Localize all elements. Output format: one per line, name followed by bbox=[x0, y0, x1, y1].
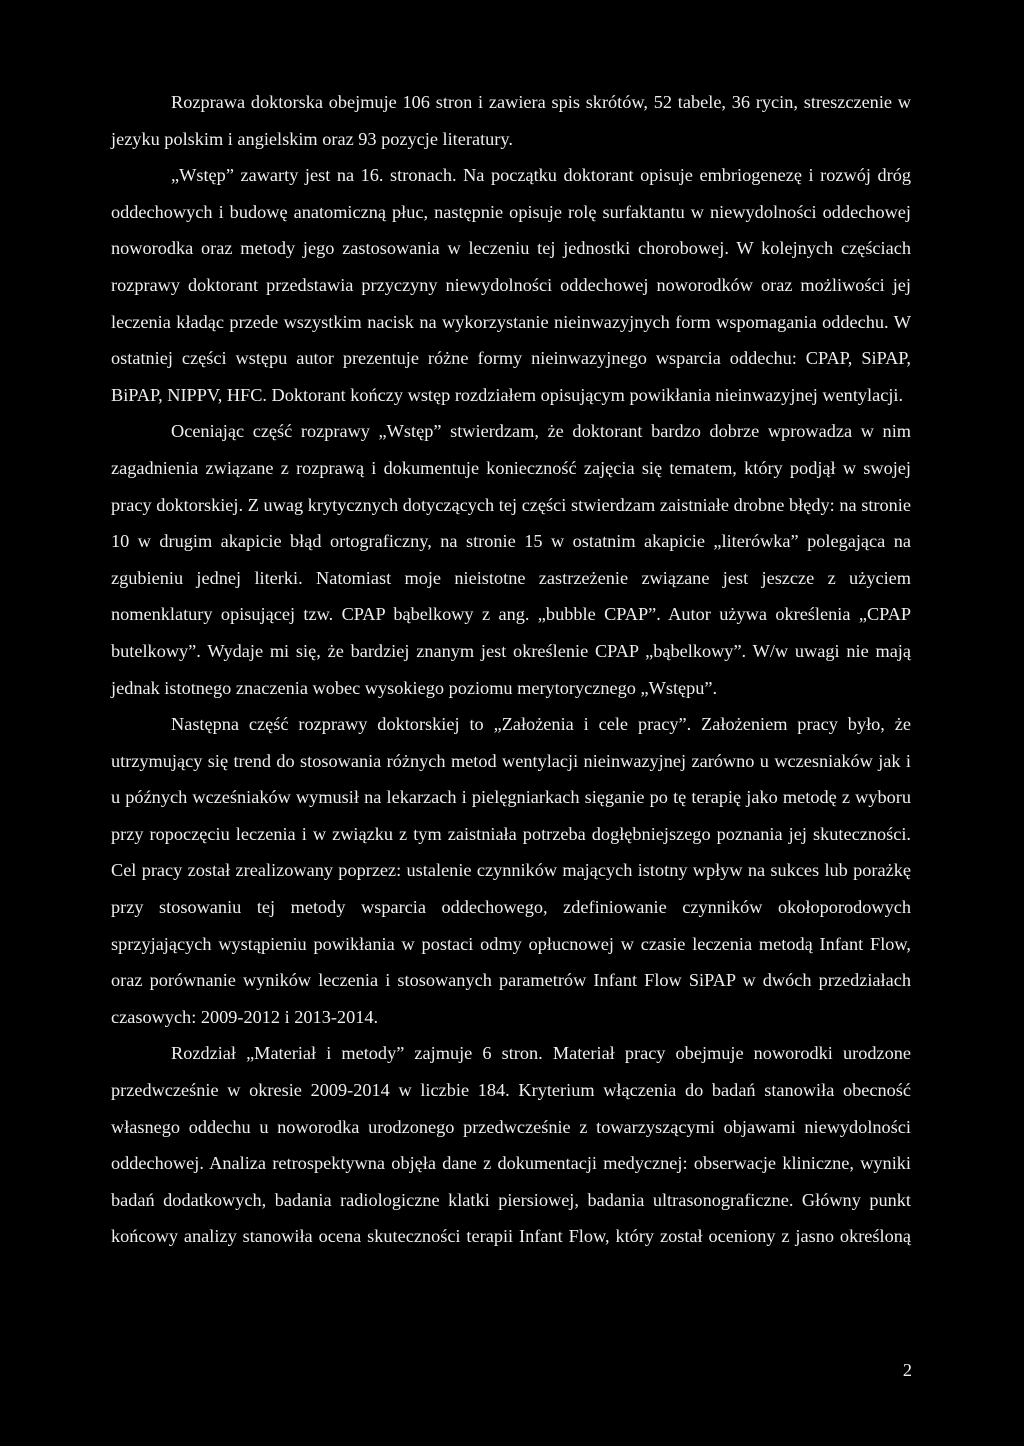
paragraph-introduction-overview: „Wstęp” zawarty jest na 16. stronach. Na początku doktorant opisuje embriogenezę i rozwój dróg oddechowych i budowę anatomiczną płuc, następnie opisuje rolę surfaktantu w niewydolności oddechowej noworodka oraz metody jego zastosowania w leczeniu tej jednostki chorobowej. W kolejnych częściach rozprawy doktorant przedstawia przyczyny niewydolności oddechowej noworodków oraz możliwości jej leczenia kładąc przede wszystkim nacisk na wykorzystanie nieinwazyjnych form wspomagania oddechu. W ostatniej części wstępu autor prezentuje różne formy nieinwazyjnego wsparcia oddechu: CPAP, SiPAP, BiPAP, NIPPV, HFC. Doktorant kończy wstęp rozdziałem opisującym powikłania nieinwazyjnej wentylacji. bbox=[111, 165, 911, 405]
document-page bbox=[111, 84, 911, 1255]
paragraph-introduction-assessment: Oceniając część rozprawy „Wstęp” stwierdzam, że doktorant bardzo dobrze wprowadza w nim zagadnienia związane z rozprawą i dokumentuje konieczność zajęcia się tematem, który podjął w swojej pracy doktorskiej. Z uwag krytycznych dotyczących tej części stwierdzam zaistniałe drobne błędy: na stronie 10 w drugim akapicie błąd ortograficzny, na stronie 15 w ostatnim akapicie „literówka” polegająca na zgubieniu jednej literki. Natomiast moje nieistotne zastrzeżenie związane jest jeszcze z użyciem nomenklatury opisującej tzw. CPAP bąbelkowy z ang. „bubble CPAP”. Autor używa określenia „CPAP butelkowy”. Wydaje mi się, że bardziej znanym jest określenie CPAP „bąbelkowy”. W/w uwagi nie mają jednak istotnego znaczenia wobec wysokiego poziomu merytorycznego „Wstępu”. bbox=[111, 421, 911, 698]
paragraph-materials-methods: Rozdział „Materiał i metody” zajmuje 6 stron. Materiał pracy obejmuje noworodki urodzone przedwcześnie w okresie 2009-2014 w liczbie 184. Kryterium włączenia do badań stanowiła obecność własnego oddechu u noworodka urodzonego przedwcześnie z towarzyszącymi objawami niewydolności oddechowej. Analiza retrospektywna objęła dane z dokumentacji medycznej: obserwacje kliniczne, wyniki badań dodatkowych, badania radiologiczne klatki piersiowej, badania ultrasonograficzne. Główny punkt końcowy analizy stanowiła ocena skuteczności terapii Infant Flow, który został oceniony z jasno określoną bbox=[111, 1043, 911, 1247]
page-number: 2 bbox=[902, 1360, 912, 1380]
paragraph-summary: Rozprawa doktorska obejmuje 106 stron i zawiera spis skrótów, 52 tabele, 36 rycin, streszczenie w jezyku polskim i angielskim oraz 93 pozycje literatury. bbox=[111, 92, 911, 149]
paragraph-aims: Następna część rozprawy doktorskiej to „Założenia i cele pracy”. Założeniem pracy było, że utrzymujący się trend do stosowania różnych metod wentylacji nieinwazyjnej zarówno u wczesniaków jak i u późnych wcześniaków wymusił na lekarzach i pielęgniarkach sięganie po tę terapię jako metodę z wyboru przy ropoczęciu leczenia i w związku z tym zaistniała potrzeba dogłębniejszego poznania jej skuteczności. Cel pracy został zrealizowany poprzez: ustalenie czynników mających istotny wpływ na sukces lub porażkę przy stosowaniu tej metody wsparcia oddechowego, zdefiniowanie czynników okołoporodowych sprzyjających wystąpieniu powikłania w postaci odmy opłucnowej w czasie leczenia metodą Infant Flow, oraz porównanie wyników leczenia i stosowanych parametrów Infant Flow SiPAP w dwóch przedziałach czasowych: 2009-2012 i 2013-2014. bbox=[111, 714, 911, 1027]
